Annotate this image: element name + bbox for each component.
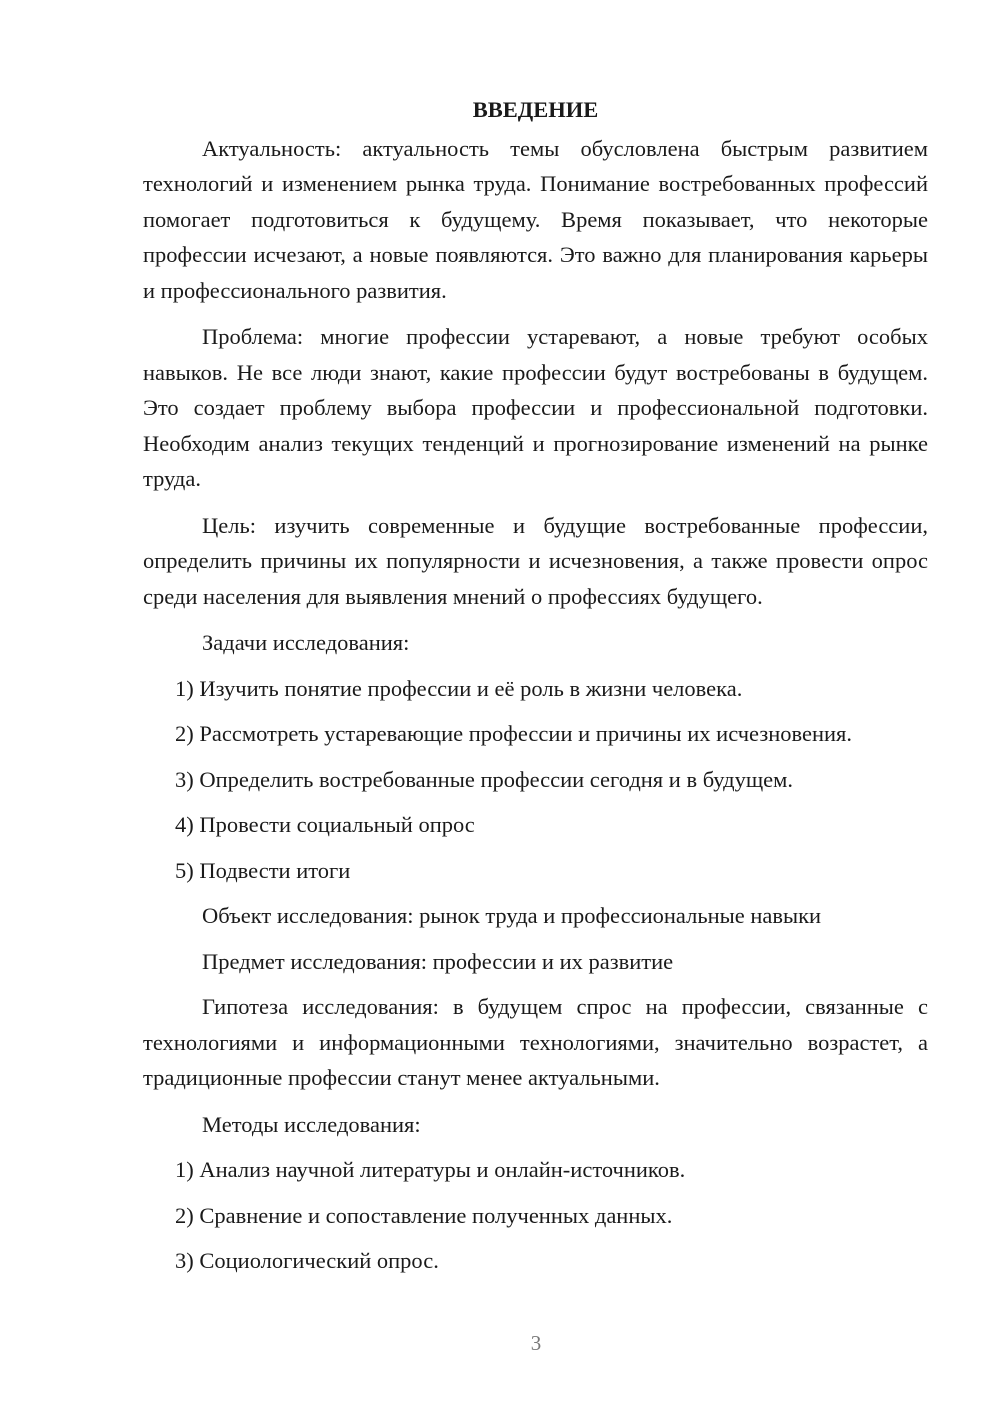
tasks-heading: Задачи исследования: xyxy=(202,630,410,655)
page-number: 3 xyxy=(530,1331,542,1355)
method-item: 1) Анализ научной литературы и онлайн-источников. xyxy=(175,1157,686,1182)
goal-paragraph: Цель: изучить современные и будущие востребованные профессии, определить причины их популярности и исчезновения, а также провести опрос среди населения для выявления мнений о профессиях будущего. xyxy=(143,512,928,609)
problem-paragraph: Проблема: многие профессии устаревают, а новые требуют особых навыков. Не все люди знают, какие профессии будут востребованы в будущем. Это создает проблему выбора профессии и профессиональной подготовки. Необходим анализ текущих тенденций и прогнозирование изменений на рынке труда. xyxy=(143,324,928,491)
page-content xyxy=(143,92,928,1289)
task-item: 5) Подвести итоги xyxy=(175,857,351,883)
page-number-container xyxy=(0,1331,1000,1356)
task-item: 3) Определить востребованные профессии сегодня и в будущем. xyxy=(175,766,793,792)
method-item: 3) Социологический опрос. xyxy=(175,1248,439,1273)
task-item: 4) Провести социальный опрос xyxy=(175,812,475,837)
section-title: ВВЕДЕНИЕ xyxy=(472,97,599,122)
relevance-paragraph: Актуальность: актуальность темы обусловлена быстрым развитием технологий и изменением рынка труда. Понимание востребованных профессий помогает подготовиться к будущему. Время показывает, что некоторые профессии исчезают, а новые появляются. Это важно для планирования карьеры и профессионального развития. xyxy=(143,135,928,303)
task-item: 1) Изучить понятие профессии и её роль в жизни человека. xyxy=(175,675,743,701)
method-item: 2) Сравнение и сопоставление полученных данных. xyxy=(175,1202,673,1228)
task-item: 2) Рассмотреть устаревающие профессии и причины их исчезновения. xyxy=(175,721,853,746)
methods-heading: Методы исследования: xyxy=(202,1111,421,1137)
research-object: Объект исследования: рынок труда и профессиональные навыки xyxy=(202,903,822,928)
research-subject: Предмет исследования: профессии и их развитие xyxy=(202,948,674,974)
hypothesis-paragraph: Гипотеза исследования: в будущем спрос на профессии, связанные с технологиями и информационными технологиями, значительно возрастет, а традиционные профессии станут менее актуальными. xyxy=(143,994,928,1090)
